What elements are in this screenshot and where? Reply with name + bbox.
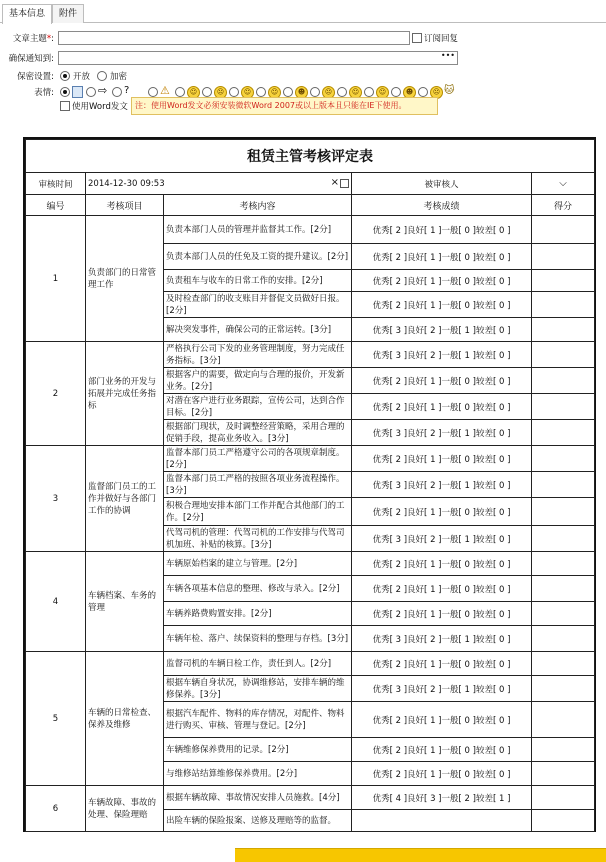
points-cell[interactable] [532, 702, 595, 738]
subject-input[interactable] [58, 31, 410, 45]
evaluation-sheet [23, 137, 596, 832]
score-options[interactable]: 优秀[ 2 ]良好[ 1 ]一般[ 0 ]较差[ 0 ] [352, 602, 532, 626]
tab-bar [0, 0, 606, 23]
assessment-item: 车辆故障、事故的处理、保险理赔 [86, 786, 164, 832]
chevron-down-icon[interactable]: ⌵ [559, 178, 567, 189]
assessment-content: 车辆养路费购置安排。[2分] [164, 602, 352, 626]
sad-face-icon: ☹ [214, 86, 227, 99]
score-options[interactable]: 优秀[ 3 ]良好[ 2 ]一般[ 1 ]较差[ 0 ] [352, 318, 532, 342]
item-number: 3 [26, 446, 86, 552]
item-number: 5 [26, 652, 86, 786]
notify-row [0, 51, 606, 65]
emoticon-radio-5[interactable] [175, 87, 185, 97]
points-cell[interactable] [532, 342, 595, 368]
emoticon-radio-13[interactable] [391, 87, 401, 97]
angry-face-icon: ☹ [322, 86, 335, 99]
score-options[interactable]: 优秀[ 2 ]良好[ 1 ]一般[ 0 ]较差[ 0 ] [352, 576, 532, 602]
assessment-content: 根据部门现状，及时调整经营策略，采用合理的促销手段，提高业务收入。[3分] [164, 420, 352, 446]
tab-attachments[interactable]: 附件 [52, 4, 84, 23]
privacy-encrypt-radio[interactable] [97, 71, 107, 81]
emoticon-radio-1[interactable] [60, 87, 70, 97]
bottom-notification-bar [235, 848, 606, 862]
points-cell[interactable] [532, 652, 595, 676]
cry-face-icon: ☹ [430, 86, 443, 99]
points-cell[interactable] [532, 472, 595, 498]
assessment-content: 车辆维修保养费用的记录。[2分] [164, 738, 352, 762]
points-cell[interactable] [532, 446, 595, 472]
points-cell[interactable] [532, 576, 595, 602]
score-options[interactable]: 优秀[ 2 ]良好[ 1 ]一般[ 0 ]较差[ 0 ] [352, 446, 532, 472]
reviewed-person-select[interactable] [532, 173, 595, 195]
assessment-content: 监督本部门员工严格遵守公司的各项规章制度。[2分] [164, 446, 352, 472]
score-options[interactable]: 优秀[ 2 ]良好[ 1 ]一般[ 0 ]较差[ 0 ] [352, 738, 532, 762]
score-options[interactable]: 优秀[ 2 ]良好[ 1 ]一般[ 0 ]较差[ 0 ] [352, 292, 532, 318]
calendar-icon[interactable] [340, 179, 349, 188]
evaluation-table [25, 139, 595, 832]
assessment-item: 部门业务的开发与拓展并完成任务指标 [86, 342, 164, 446]
points-cell[interactable] [532, 420, 595, 446]
points-cell[interactable] [532, 762, 595, 786]
select-users-icon[interactable]: ••• [440, 51, 455, 60]
score-options[interactable]: 优秀[ 2 ]良好[ 1 ]一般[ 0 ]较差[ 0 ] [352, 244, 532, 270]
cat-icon: 🐱 [444, 85, 455, 96]
use-word-label: 使用Word发文 [72, 102, 128, 112]
score-options[interactable]: 优秀[ 2 ]良好[ 1 ]一般[ 0 ]较差[ 0 ] [352, 762, 532, 786]
points-cell[interactable] [532, 394, 595, 420]
header-content: 考核内容 [164, 195, 352, 216]
warning-icon: ⚠ [160, 84, 170, 97]
emoticon-radio-3[interactable] [112, 87, 122, 97]
assessment-content: 根据汽车配件、物料的库存情况，对配件、物料进行购买、审核、管理与登记。[2分] [164, 702, 352, 738]
table-row [26, 446, 595, 472]
header-no: 编号 [26, 195, 86, 216]
tab-basic-info[interactable]: 基本信息 [2, 4, 52, 24]
header-item: 考核项目 [86, 195, 164, 216]
points-cell[interactable] [532, 216, 595, 244]
assessment-content: 严格执行公司下发的业务管理制度，努力完成任务指标。[3分] [164, 342, 352, 368]
score-options[interactable]: 优秀[ 4 ]良好[ 3 ]一般[ 2 ]较差[ 1 ] [352, 786, 532, 810]
assessment-content: 出险车辆的保险报案、送修及理赔等的监督。 [164, 810, 352, 832]
score-options[interactable]: 优秀[ 2 ]良好[ 1 ]一般[ 0 ]较差[ 0 ] [352, 368, 532, 394]
assessment-content: 根据车辆故障、事故情况安排人员施救。[4分] [164, 786, 352, 810]
arrow-right-icon: ⇨ [98, 84, 108, 97]
assessment-content: 监督司机的车辆日检工作，责任到人。[2分] [164, 652, 352, 676]
score-options[interactable]: 优秀[ 3 ]良好[ 2 ]一般[ 1 ]较差[ 0 ] [352, 472, 532, 498]
points-cell[interactable] [532, 318, 595, 342]
notify-label: 确保通知到: [8, 54, 54, 64]
assessment-item: 车辆的日常检查、保养及维修 [86, 652, 164, 786]
emoticon-radio-4[interactable] [148, 87, 158, 97]
smile-icon: ☺ [187, 86, 200, 99]
score-options[interactable]: 优秀[ 2 ]良好[ 1 ]一般[ 0 ]较差[ 0 ] [352, 394, 532, 420]
question-icon: ? [124, 85, 130, 96]
item-number: 2 [26, 342, 86, 446]
assessment-content: 根据车辆自身状况，协调维修站，安排车辆的维修保养。[3分] [164, 676, 352, 702]
points-cell[interactable] [532, 626, 595, 652]
emoticon-radio-10[interactable] [310, 87, 320, 97]
score-options[interactable]: 优秀[ 3 ]良好[ 2 ]一般[ 1 ]较差[ 0 ] [352, 526, 532, 552]
word-requirement-tooltip: 注：使用Word发文必须安装微软Word 2007或以上版本且只能在IE下使用。 [131, 97, 438, 115]
header-points: 得分 [532, 195, 595, 216]
points-cell[interactable] [532, 602, 595, 626]
table-row [26, 786, 595, 810]
assessment-content: 与维修站结算维修保养费用。[2分] [164, 762, 352, 786]
privacy-row [0, 70, 606, 82]
assessment-content: 根据客户的需要，做定向与合理的报价，开发新业务。[2分] [164, 368, 352, 394]
privacy-label: 保密设置: [17, 72, 54, 82]
points-cell[interactable] [532, 786, 595, 810]
sheet-title: 租赁主管考核评定表 [26, 140, 595, 173]
emoticon-radio-8[interactable] [256, 87, 266, 97]
score-options[interactable]: 优秀[ 2 ]良好[ 1 ]一般[ 0 ]较差[ 0 ] [352, 552, 532, 576]
privacy-open-label: 开放 [73, 72, 91, 82]
assessment-item: 监督部门员工的工作并做好与各部门工作的协调 [86, 446, 164, 552]
points-cell[interactable] [532, 292, 595, 318]
score-options[interactable]: 优秀[ 3 ]良好[ 2 ]一般[ 1 ]较差[ 0 ] [352, 626, 532, 652]
surprised-face-icon: ☺ [349, 86, 362, 99]
points-cell[interactable] [532, 738, 595, 762]
emoticon-radio-11[interactable] [337, 87, 347, 97]
points-cell[interactable] [532, 810, 595, 832]
item-number: 6 [26, 786, 86, 832]
notify-input[interactable] [58, 51, 458, 65]
table-row [26, 216, 595, 244]
subject-row [0, 31, 606, 45]
reviewed-person-label: 被审核人 [352, 173, 532, 195]
assessment-content: 车辆原始档案的建立与管理。[2分] [164, 552, 352, 576]
points-cell[interactable] [532, 270, 595, 292]
assessment-content: 负责本部门人员的管理并监督其工作。[2分] [164, 216, 352, 244]
assessment-content: 监督本部门员工严格的按照各项业务流程操作。[3分] [164, 472, 352, 498]
score-options[interactable]: 优秀[ 3 ]良好[ 2 ]一般[ 1 ]较差[ 0 ] [352, 420, 532, 446]
assessment-content: 负责本部门人员的任免及工资的提升建议。[2分] [164, 244, 352, 270]
review-time-label: 审核时间 [26, 173, 86, 195]
points-cell[interactable] [532, 676, 595, 702]
assessment-content: 解决突发事件，确保公司的正常运转。[3分] [164, 318, 352, 342]
review-time-field[interactable] [86, 173, 352, 195]
score-options[interactable]: 优秀[ 3 ]良好[ 2 ]一般[ 1 ]较差[ 0 ] [352, 676, 532, 702]
emoticon-label: 表情: [34, 88, 54, 98]
assessment-content: 代驾司机的管理：代驾司机的工作安排与代驾司机加班、补贴的核算。[3分] [164, 526, 352, 552]
cool-face-icon: ☻ [295, 86, 308, 99]
table-row [26, 342, 595, 368]
assessment-content: 车辆各项基本信息的整理、修改与录入。[2分] [164, 576, 352, 602]
evaluation-rows [26, 216, 595, 832]
table-row [26, 652, 595, 676]
tongue-face-icon: ☺ [376, 86, 389, 99]
clear-icon[interactable]: × [330, 177, 339, 188]
wink-face-icon: ☺ [268, 86, 281, 99]
score-options[interactable]: 优秀[ 2 ]良好[ 1 ]一般[ 0 ]较差[ 0 ] [352, 498, 532, 526]
assessment-content: 负责租车与收车的日常工作的安排。[2分] [164, 270, 352, 292]
points-cell[interactable] [532, 498, 595, 526]
item-number: 4 [26, 552, 86, 652]
score-options[interactable] [352, 810, 532, 832]
document-icon [72, 86, 83, 98]
header-score: 考核成绩 [352, 195, 532, 216]
subject-label: 文章主题*: [12, 34, 54, 44]
score-options[interactable]: 优秀[ 2 ]良好[ 1 ]一般[ 0 ]较差[ 0 ] [352, 216, 532, 244]
privacy-encrypt-label: 加密 [110, 72, 128, 82]
privacy-open-radio[interactable] [60, 71, 70, 81]
grin-face-icon: ☺ [241, 86, 254, 99]
laugh-face-icon: ☻ [403, 86, 416, 99]
assessment-content: 对潜在客户进行业务跟踪，宣传公司，达到合作目标。[2分] [164, 394, 352, 420]
table-row [26, 552, 595, 576]
assessment-item: 车辆档案、车务的管理 [86, 552, 164, 652]
review-time-value: 2014-12-30 09:53 [88, 178, 165, 189]
emoticon-radio-9[interactable] [283, 87, 293, 97]
assessment-content: 车辆年检、落户、续保资料的整理与存档。[3分] [164, 626, 352, 652]
points-cell[interactable] [532, 244, 595, 270]
assessment-content: 积极合理地安排本部门工作并配合其他部门的工作。[2分] [164, 498, 352, 526]
score-options[interactable]: 优秀[ 3 ]良好[ 2 ]一般[ 1 ]较差[ 0 ] [352, 342, 532, 368]
subscribe-reply-checkbox[interactable] [412, 33, 422, 43]
points-cell[interactable] [532, 526, 595, 552]
emoticon-radio-7[interactable] [229, 87, 239, 97]
emoticon-radio-6[interactable] [202, 87, 212, 97]
emoticon-radio-14[interactable] [418, 87, 428, 97]
points-cell[interactable] [532, 368, 595, 394]
points-cell[interactable] [532, 552, 595, 576]
score-options[interactable]: 优秀[ 2 ]良好[ 1 ]一般[ 0 ]较差[ 0 ] [352, 270, 532, 292]
use-word-checkbox[interactable] [60, 101, 70, 111]
score-options[interactable]: 优秀[ 2 ]良好[ 1 ]一般[ 0 ]较差[ 0 ] [352, 702, 532, 738]
assessment-item: 负责部门的日常管理工作 [86, 216, 164, 342]
emoticon-radio-2[interactable] [86, 87, 96, 97]
subscribe-reply-label: 订阅回复 [424, 34, 459, 44]
score-options[interactable]: 优秀[ 2 ]良好[ 1 ]一般[ 0 ]较差[ 0 ] [352, 652, 532, 676]
item-number: 1 [26, 216, 86, 342]
emoticon-radio-12[interactable] [364, 87, 374, 97]
assessment-content: 及时检查部门的收支账目并督促文员做好日报。[2分] [164, 292, 352, 318]
